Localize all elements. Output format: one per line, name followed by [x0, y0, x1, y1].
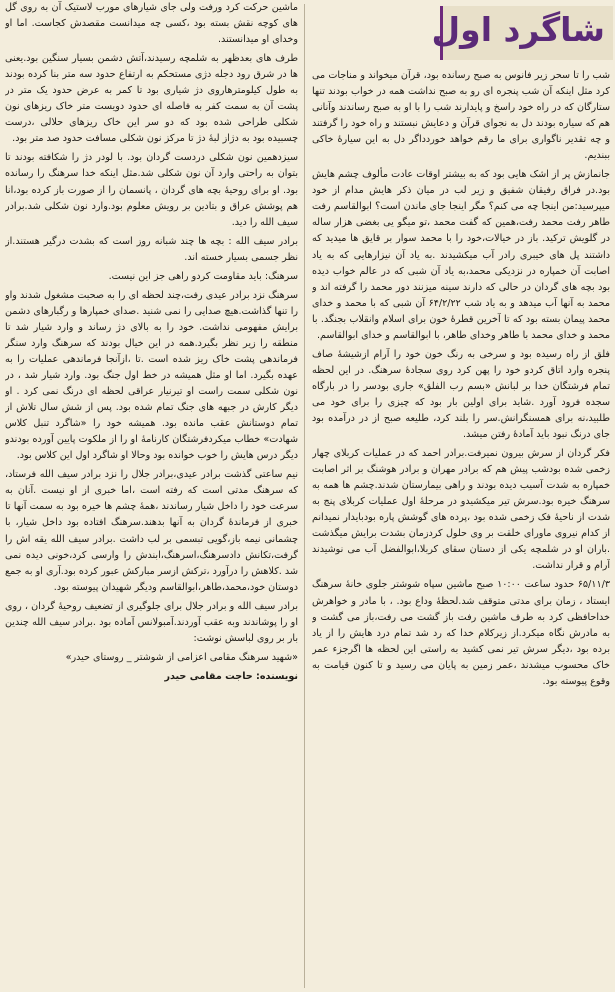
paragraph: سرهنگ نزد برادر عیدی رفت،چند لحظه ای را به صحبت مشغول شدند واو را تنها گذاشت.هیچ صدایی را نمی شنید .صدای خمپارها و رگبارهای دشمن برایش مفهومی نداشت. خود را به بالای دژ رساند و وارد شیار شد تا منطقه را زیر نظر بگیرد.همه در این خیال بودند که سرهنگ وارد سنگر فرماندهی پشت خاک ریز شده است .تا ،ازآنجا فرماندهی عملیات را به عهده بگیرد. اما او مثل همیشه در خط اول جنگ بود. وارد شیار شد ، در نون شکلی سمت راست او تیرنیار عراقی لحظه ای درنگ نمی کرد . او دیگر کارش در جبهه های جنگ تمام شده بود. پس از شش سال تلاش از تمام دوستانش عقب مانده بود. همیشه خود را «شاگرد تنبل کلاس شهادت» خطاب میکردفرشتگان کارنامهٔ او را از ملکوت پایین آورده بودندو دیگر درس هایش را خوب خوانده بود وحالا او شاگرد اول این کلاس بود. [5, 289, 298, 462]
paragraph: طرف های بعدظهر به شلمچه رسیدند،آتش دشمن بسیار سنگین بود.یعنی ها در شرق رود دجله دژی مستحکم به ارتفاع حدود سه متر بنا کرده بودند به طول کیلومترهاروی دژ شیاری بود تا کمر به عرض حدود یک متر در پشت آن به سمت کفر به فاصله ای حدود دویست متر خاک ریزهای نون شکلی طراحی شده بود که دو سر این خاک ریزهای حلالی ،درست چسبیده بود به دژاز لبهٔ دژ تا مرکز نون شکلی مسافت حدود صد متر بود. [5, 53, 298, 145]
article-title: شاگرد اول [431, 10, 605, 49]
paragraph: برادر سیف الله و برادر جلال برای جلوگیری از تضعیف روحیهٔ گردان ، روی او را پوشاندند وبه عقب آوردند.آمبولانس آماده بود .برادر سیف الله چندین بار بر روی لباسش نوشت: [5, 600, 298, 644]
paragraph: سرهنگ: باید مقاومت کردو راهی جز این نیست. [108, 270, 298, 282]
paragraph: شب را تا سحر زیر فانوس به صبح رسانده بود، قرآن میخواند و مناجات می کرد مثل اینکه آن شب پنجره ای رو به صبح نداشت همه در خواب بودند تنها ستارگان که در راه خود راسخ و پایدارند شب را با او به صبح رساندند وآنانی هم که سیاره بودند دل به نجوای قرآن و دعایش نبستند و راه خود را گرفتند و چه تقدیر ناگواری برای ما رقم خواهد خوردداگر دل به این سیارهٔ خاکی ببندیم. [312, 70, 610, 162]
left-column [5, 0, 298, 988]
paragraph: ۶۵/۱۱/۳ حدود ساعت ۱۰:۰۰ صبح ماشین سپاه شوشتر جلوی خانهٔ سرهنگ ایستاد ، زمان برای مدتی متوقف شد.لحظهٔ وداع بود. ، با مادر و خواهرش خداحافظی کرد به طرف ماشین رفت باز گشت می رفت،باز می گشت و به مادرش نگاه میکرد.از زیرکلام خدا که رد شد تمام درد هایش را از یاد برده بود ،دیگر سرش تیر نمی کشید به راستی این لحظه ها اگرجزء عمر خاک محسوب میشدند ،عمر زمین به پایان می رسید و تا کنون قیامت به وقوع پیوسته بود. [312, 579, 610, 687]
author-line: نویسنده: حاجت مقامی حیدر [164, 670, 298, 682]
column-divider [304, 4, 305, 988]
right-column [312, 68, 610, 988]
paragraph: برادر سیف الله : بچه ها چند شبانه روز است که بشدت درگیر هستند.از نظر جسمی بسیار خسته اند. [5, 235, 298, 263]
epitaph: «شهید سرهنگ مقامی اعزامی از شوشتر _ روستای حیدر» [65, 651, 298, 663]
paragraph: فکر گردان از سرش بیرون نمیرفت.برادر احمد که در عملیات کربلای چهار زخمی شده بودشب پیش هم که برادر مهران و برادر هوشنگ بر اثر اصابت خمپاره به شدت آسیب دیده بودند و راهی بیمارستان شدند.چشم ها همه به سرهنگ خیره بود.سرش تیر میکشیدو در مرحلهٔ اول عملیات کربلای پنج به شدت از ناحیهٔ فک زخمی شده بود ،پرده های گوشش پاره بودبایدار نمیدانم از کدام نیروی ماورای خلقت بر وی حلول کردزمان بشدت برایش میگذشت .باران او در شلمچه یکی از دستان سقای کربلا،ابوالفضل آب می نوشیدند آرام و قرار نداشت. [312, 448, 610, 572]
paragraph: نیم ساعتی گذشت برادر عیدی،برادر جلال را نزد برادر سیف الله فرستاد، که سرهنگ مدتی است که رفته است ،اما خبری از او نیست .آنان به سرعت خود را داخل شیار رساندند ،همهٔ چشم ها خیره بود به سمت آنها تا خبری از فرماندهٔ گردان به آنها بدهند.سرهنگ افتاده بود داخل شیار، با چشمانی نیمه باز،گویی تبسمی بر لب داشت .برادر سیف الله یقه اش را گرفت،تکانش دادسرهنگ،اسرهنگ،ابندش را وارسی کرد،خونی دیده نمی شد .کلاهش را درآورد ،ترکش ازسر مبارکش عبور کرده بود.آری او به جمع دوستان خود،محمد،طاهر،ابوالقاسم ودیگر شهیدان پیوسته بود. [5, 469, 298, 593]
paragraph: سیزدهمین نون شکلی دردست گردان بود. با لودر دژ را شکافته بودند تا بتوان به راحتی وارد آن نون شکلی شد.مثل اینکه خدا سرهنگ را رسانده بود. او برای روحیهٔ بچه های گردان ، پانسمان را از صورت باز کرده بود،انا هم پوشش عراق و بتادین بر رویش معلوم بود.وارد نون شکلی شد.برادر سیف الله را دید. [5, 152, 298, 228]
paragraph: جانمازش پر از اشک هایی بود که به بیشتر اوقات عادت مألوف چشم هایش بود.در فراق رفیقان شفیق و زیر لب در میان ذکر هایش مدام از خود میپرسید:من اینجا چه می کنم؟ مگر اینجا جای ماندن است؟ ابوالقاسم رفت طاهر رفت محمد رفت،همین که گفت محمد ،تو میگو یی بغضی هزار ساله در گلویش ترکید. باز در خیالات،خود را با محمد سوار بر قایق ها میدید که داشتند پل های خیبری رادر آب میکشیدند .به یاد آن نیزارهایی که به یاد اصابت آن خمپاره در نزدیکی محمد،به یاد آن شبی که در عالم خواب دیده بود بچه های گردان در حالی که دارند سینه میزنند دور محمد را گرفته اند و محمد به آنها آب میدهد و به یاد شب ۶۴/۲/۲۲ آن شبی که با محمد و خدای محمد پیمان بسته بود که تا آخرین قطرهٔ خون برای اسلام وانقلاب بجنگد. با محمد و خدای محمد با طاهر وخدای طاهر، با ابوالقاسم و خدای ابوالقاسم. [312, 169, 610, 341]
paragraph: فلق از راه رسیده بود و سرخی به رنگ خون خود را آرام ازشیشهٔ صاف پنجره وارد اتاق کردو خود را پهن کرد روی سجادهٔ سرهنگ. در این لحظه تمام فرشتگان خدا بر لبانش «بسم رب الفلق» جاری بودسر را در بارگاه سجده فرود آورد .شاید برای اولین بار بود که چیزی را برای خود می طلبید،نه برای همسنگرانش.سر را بلند کرد، طلیعه صبح از در درآمده بود جای درنگ نبود باید آمادهٔ رفتن میشد. [312, 348, 610, 441]
paragraph: ماشین حرکت کرد ورفت ولی جای شیارهای مورب لاستیک آن به روی گل های کوچه نقش بسته بود ،کسی چه میدانست مقصدش کجاست. اما او وخدای او میدانستند. [5, 2, 298, 46]
title-box [431, 6, 613, 60]
